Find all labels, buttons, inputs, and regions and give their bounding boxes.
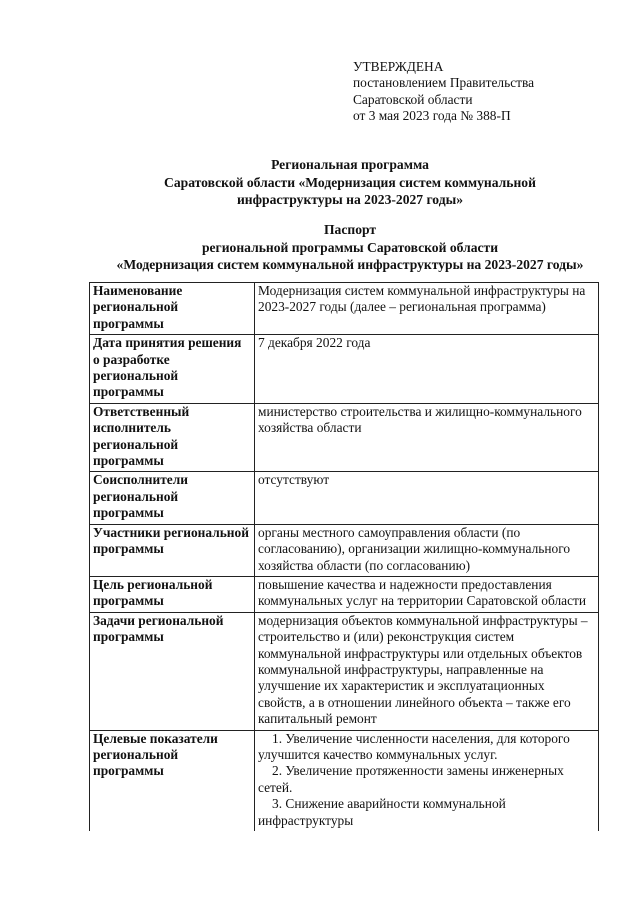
approval-block [353,59,534,125]
field-value: министерство строительства и жилищно-коммунального хозяйства области [255,403,599,472]
passport-title [60,221,640,274]
passport-title-line-3: «Модернизация систем коммунальной инфраструктуры на 2023-2027 годы» [116,257,584,272]
program-title [60,156,640,209]
field-value: 7 декабря 2022 года [255,335,599,404]
field-name: Цель региональной программы [90,576,255,612]
field-name: Задачи региональной программы [90,612,255,730]
approval-line-2: Саратовской области [353,91,473,107]
passport-table [89,282,599,831]
field-value: Модернизация систем коммунальной инфраструктуры на 2023-2027 годы (далее – региональная программа) [255,283,599,335]
field-name: Наименование региональной программы [90,283,255,335]
field-value: органы местного самоуправления области (по согласованию), организации жилищно-коммунального хозяйства области (по согласованию) [255,524,599,576]
field-value: модернизация объектов коммунальной инфраструктуры – строительство и (или) реконструкция систем коммунальной инфраструктуры или отдельных объектов коммунальной инфраструктуры, направленные на улучшение их характеристик и эксплуатационных свойств, а в отношении линейного объекта – также его капитальный ремонт [255,612,599,730]
program-title-line-2: Саратовской области «Модернизация систем коммунальной [164,174,536,190]
field-value: повышение качества и надежности предоставления коммунальных услуг на территории Саратовской области [255,576,599,612]
table-row [90,283,599,335]
table-row [90,335,599,404]
table-row [90,403,599,472]
approval-title: УТВЕРЖДЕНА [353,59,444,74]
list-item: 2. Увеличение протяженности замены инженерных сетей. [258,763,564,795]
table-row [90,576,599,612]
table-row [90,612,599,730]
indicator-list [255,730,599,831]
approval-line-1: постановлением Правительства [353,75,535,91]
list-item: 3. Снижение аварийности коммунальной инфраструктуры [258,796,506,828]
program-title-line-1: Региональная программа [271,157,429,172]
field-name: Соисполнители региональной программы [90,472,255,524]
field-name: Целевые показатели региональной программы [90,730,255,831]
field-name: Ответственный исполнитель региональной программы [90,403,255,472]
passport-title-line-2: региональной программы Саратовской области [201,239,499,255]
field-value: отсутствуют [255,472,599,524]
field-name: Дата принятия решения о разработке региональной программы [90,335,255,404]
list-item: 1. Увеличение численности населения, для которого улучшится качество коммунальных услуг. [258,730,570,762]
table-row [90,730,599,831]
program-title-line-3: инфраструктуры на 2023-2027 годы» [236,192,464,207]
approval-line-3: от 3 мая 2023 года № 388-П [353,108,511,124]
table-row [90,472,599,524]
field-name: Участники региональной программы [90,524,255,576]
passport-title-line-1: Паспорт [323,222,377,237]
table-row [90,524,599,576]
